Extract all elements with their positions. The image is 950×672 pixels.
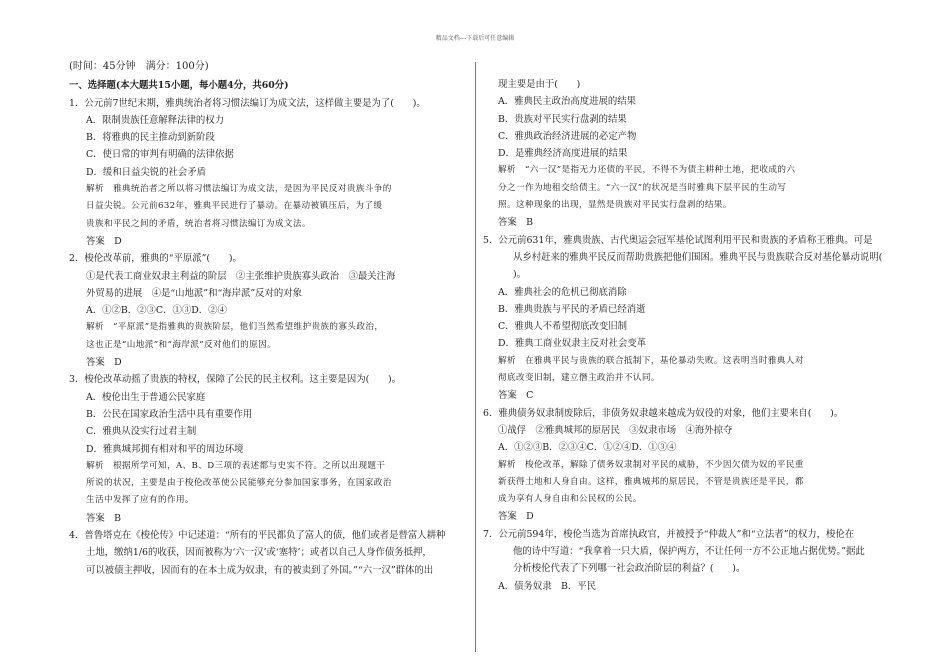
right-text-line: 5．公元前631年，雅典贵族、古代奥运会冠军基伦试图利用平民和贵族的矛盾称王雅典。可是	[483, 234, 873, 246]
right-text-line: 照。这种现象的出现，显然是贵族对平民实行盘剥的结果。	[498, 200, 732, 211]
left-text-line: 外贸易的进展 ④是“山地派”和“海岸派”反对的对象	[86, 287, 303, 299]
left-text-line: 3．梭伦改革动摇了贵族的特权，保障了公民的民主权利。这主要是因为( )。	[69, 374, 402, 386]
right-text-line: 分析梭伦代表了下列哪一社会政治阶层的利益？( )。	[513, 563, 746, 575]
right-text-line: 新获得土地和人身自由。这样，雅典城邦的原居民，不管是贵族还是平民，都	[498, 476, 804, 487]
left-text-line: (时间：45分钟 满分：100分)	[69, 61, 209, 72]
left-text-line: 一、选择题(本大题共15小题，每小题4分，共60分)	[69, 80, 289, 92]
left-column	[69, 58, 469, 579]
left-text-line: C．使日常的审判有明确的法律依据	[86, 149, 234, 161]
left-text-line: 2．梭伦改革前，雅典的“平原派”( )。	[69, 253, 242, 265]
right-text-line: D．是雅典经济高度进展的结果	[498, 148, 628, 160]
right-column	[483, 76, 898, 595]
right-text-line: A．①②③B．②③④C．①②④D．①③④	[498, 442, 677, 454]
column-divider	[475, 62, 476, 652]
right-text-line: A．雅典社会的危机已彻底消除	[498, 286, 627, 298]
left-text-line: A．限制贵族任意解释法律的权力	[86, 114, 225, 126]
left-text-line: B．公民在国家政治生活中具有重要作用	[86, 408, 253, 420]
right-text-line: 答案 D	[498, 511, 534, 523]
left-text-line: ①是代表工商业奴隶主利益的阶层 ②主张维护贵族寡头政治 ③最关注海	[86, 270, 396, 282]
left-text-line: 1．公元前7世纪末期，雅典统治者将习惯法编订为成文法，这样做主要是为了( )。	[69, 97, 426, 109]
right-text-line: ①战俘 ②雅典城邦的原居民 ③奴隶市场 ④海外掠夺	[498, 424, 733, 436]
left-text-line: 解析 雅典统治者之所以将习惯法编订为成文法，是因为平民反对贵族斗争的	[86, 184, 392, 195]
left-text-line: 日益尖锐。公元前632年，雅典平民进行了暴动。在暴动被镇压后，为了缓	[86, 201, 383, 212]
left-text-line: A．①②B．②③C．①③D．②④	[86, 305, 227, 317]
left-text-line: 答案 B	[86, 512, 122, 524]
left-text-line: 可以被债主押收，因而有的在本土成为奴隶，有的被卖到了外国。”“六一汉”群体的出	[86, 564, 434, 576]
right-text-line: 现主要是由于( )	[498, 79, 581, 90]
right-text-line: 他的诗中写道：“我拿着一只大盾，保护两方，不让任何一方不公正地占据优势。”据此	[513, 546, 865, 558]
right-text-line: 6．雅典债务奴隶制废除后，非债务奴隶越来越成为奴役的对象，他们主要来自( )。	[483, 407, 844, 419]
right-text-line: B．贵族对平民实行盘剥的结果	[498, 113, 627, 125]
right-text-line: 解析 “六一汉”是指无力还债的平民，不得不为债主耕种土地，把收成的六	[498, 165, 796, 176]
left-text-line: 4．普鲁塔克在《梭伦传》中记述道：“所有的平民都负了富人的债，他们或者是替富人耕种	[69, 530, 446, 542]
right-text-line: D．雅典工商业奴隶主反对社会变革	[498, 338, 647, 350]
right-text-line: C．雅典政治经济进展的必定产物	[498, 130, 637, 142]
left-text-line: C．雅典从没实行过君主制	[86, 426, 197, 438]
left-text-line: B．将雅典的民主推动到新阶段	[86, 132, 215, 144]
right-text-line: 解析 梭伦改革，解除了债务奴隶制对平民的威胁，不少因欠债为奴的平民重	[498, 459, 804, 470]
right-text-line: A．债务奴隶 B．平民	[498, 580, 597, 592]
right-text-line: 答案 C	[498, 390, 534, 402]
right-text-line: 分之一作为地租交给债主。“六一汉”的状况是当时雅典下层平民的生动写	[498, 182, 787, 193]
right-text-line: 从乡村赶来的雅典平民反而帮助贵族把他们围困。雅典平民与贵族联合反对基伦暴动说明(	[513, 251, 883, 263]
left-text-line: 所说的状况，主要是由于梭伦改革使公民能够充分参加国家事务，在国家政治	[86, 478, 392, 489]
watermark-text: 精品文档---下载后可任意编辑	[435, 35, 515, 42]
left-text-line: 土地，缴纳1/6的收获，因而被称为‘六一汉’或‘塞特’；或者以自己人身作债务抵押，	[86, 547, 432, 559]
left-text-line: 解析 “平原派”是指雅典的贵族阶层，他们当然希望维护贵族的寡头政治，	[86, 322, 384, 333]
right-text-line: 成为享有人身自由和公民权的公民。	[498, 494, 642, 505]
left-text-line: D．缓和日益尖锐的社会矛盾	[86, 166, 207, 178]
left-text-line: 这也正是“山地派”和“海岸派”反对他们的原因。	[86, 339, 277, 350]
left-text-line: 答案 D	[86, 235, 122, 247]
left-text-line: 解析 根据所学可知，A、B、D三项的表述都与史实不符。之所以出现题干	[86, 460, 386, 471]
left-text-line: 答案 D	[86, 357, 122, 369]
right-text-line: 解析 在雅典平民与贵族的联合抵制下，基伦暴动失败。这表明当时雅典人对	[498, 355, 804, 366]
right-text-line: B．雅典贵族与平民的矛盾已经消逝	[498, 303, 646, 315]
left-text-line: A．梭伦出生于普通公民家庭	[86, 391, 206, 403]
right-text-line: C．雅典人不希望彻底改变旧制	[498, 321, 628, 333]
right-text-line: A．雅典民主政治高度进展的结果	[498, 96, 637, 108]
right-text-line: )。	[513, 269, 527, 281]
right-text-line: 7．公元前594年，梭伦当选为首席执政官，并被授予“仲裁人”和“立法者”的权力，梭伦在	[483, 528, 855, 540]
right-text-line: 彻底改变旧制，建立僭主政治并不认同。	[498, 373, 660, 384]
right-text-line: 答案 B	[498, 217, 534, 229]
left-text-line: D．雅典城邦拥有相对和平的周边环境	[86, 443, 244, 455]
left-text-line: 生活中发挥了应有的作用。	[86, 495, 194, 506]
left-text-line: 贵族和平民之间的矛盾，统治者将习惯法编订为成文法。	[86, 218, 311, 229]
